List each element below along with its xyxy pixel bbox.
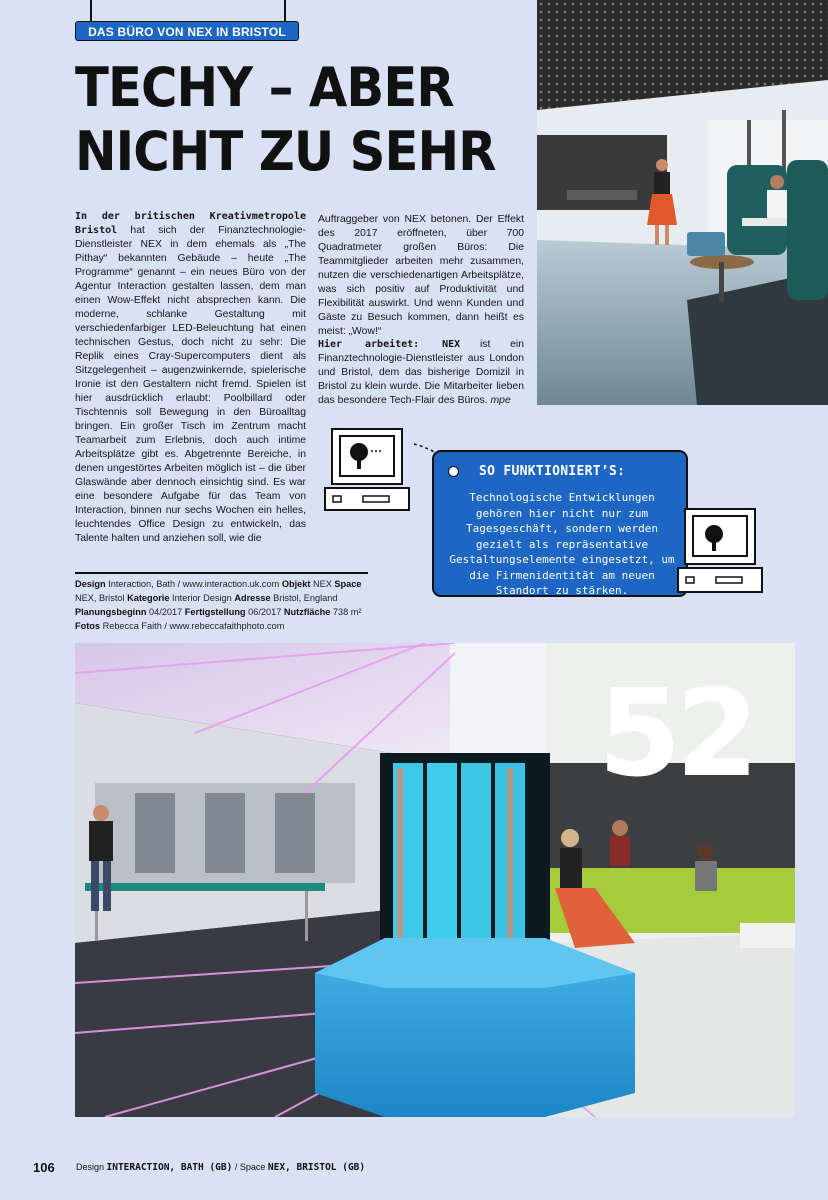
credit-address-value: Bristol, England <box>270 593 338 603</box>
credit-start-label: Planungsbeginn <box>75 607 147 617</box>
credit-category-label: Kategorie <box>127 593 170 603</box>
footer-credit-line <box>76 1162 365 1173</box>
article-lead: In der britischen Kreativmetropole Bristol <box>75 211 306 236</box>
section-label: DAS BÜRO VON NEX IN BRISTOL <box>75 21 299 41</box>
label-hanger-left <box>90 0 92 22</box>
credit-design-label: Design <box>75 579 106 589</box>
footer-space-value: NEX, BRISTOL (GB) <box>267 1162 366 1173</box>
footer-separator: / Space <box>232 1162 268 1172</box>
credit-design-value: Interaction, Bath / www.interaction.uk.com <box>105 579 282 589</box>
article-column-2-info <box>318 338 524 408</box>
credit-start-value: 04/2017 <box>146 607 185 617</box>
label-hanger-right <box>284 0 286 22</box>
credit-category-value: Interior Design <box>169 593 235 603</box>
headline-line-2: NICHT ZU SEHR <box>75 120 496 183</box>
credit-finish-value: 06/2017 <box>245 607 284 617</box>
credit-space-value: NEX, Bristol <box>75 593 128 603</box>
credits-rule <box>75 572 368 574</box>
article-body-1: hat sich der Finanztechnologie-Dienstleister NEX in dem ehemals als „The Pithay“ bekannten Gebäude – heute „The Programme“ genannt – ein neues Büro von der Agentur Interaction gestalten lassen, dem man einen Wow-Effekt nicht absprechen kann. Die moderne, schlanke Gestaltung mit verschiedenfarbiger LED-Beleuchtung hat einen technischen Gestus, doch nicht zu sehr: Die Replik eines Cray-Supercomputers dient als Sitzgelegenheit – augenzwinkernde, spielerische Ironie ist den Gestaltern nicht fremd. Spielen ist hier ausdrücklich erlaubt: Poolbillard oder Tischtennis soll Bewegung in den Büroalltag bringen. Ein großer Tisch im Zentrum macht Teamarbeit zum Erlebnis, doch auch intime Arbeitsplätze gibt es. Abgetrennte Bereiche, in denen ungestörtes Arbeiten möglich ist – die über Glaswände aber dennoch einsichtig sind. Es war eine besondere Aufgabe für das Team von Interaction, binnen nur sechs Wochen ein helles, leuchtendes Office Design zu entwickeln, das Talente halten und anziehen soll, wie die <box>75 225 306 544</box>
callout-title: SO FUNKTIONIERT’S: <box>479 464 626 479</box>
credit-area-value: 738 m² <box>330 607 362 617</box>
computer-illustration-left <box>323 426 413 516</box>
page-number: 106 <box>33 1160 55 1175</box>
callout-dot-icon <box>448 466 459 477</box>
credit-address-label: Adresse <box>234 593 271 603</box>
headline-line-1: TECHY – ABER <box>75 56 454 119</box>
info-lead: Hier arbeitet: NEX <box>318 339 461 350</box>
info-body: ist ein Finanztechnologie-Dienstleister aus London und Bristol, dem das bisherige Domizil in Bristol zu klein wurde. Die Mitarbeiter lieben das besondere Tech-Flair des Büros. <box>318 339 524 406</box>
callout-text: Technologische Entwicklungen gehören hier nicht nur zum Tagesgeschäft, sondern werden gezielt als repräsentative Gestaltungselemente eingesetzt, um die Firmenidentität am neuen Standort zu stärken. <box>449 491 675 597</box>
credit-photos-value: Rebecca Faith / www.rebeccafaithphoto.com <box>100 621 285 631</box>
ping-pong-paddle-icon-right <box>705 525 723 543</box>
credit-space-label: Space <box>334 579 362 589</box>
author-initials: mpe <box>490 395 511 406</box>
office-lounge-photo <box>537 0 828 405</box>
credit-photos-label: Fotos <box>75 621 101 631</box>
footer-design-value: INTERACTION, BATH (GB) <box>106 1162 233 1173</box>
headline <box>75 56 498 184</box>
credit-finish-label: Fertigstellung <box>184 607 246 617</box>
computer-illustration-right <box>676 506 766 598</box>
credit-object-value: NEX <box>310 579 335 589</box>
credit-area-label: Nutzfläche <box>283 607 331 617</box>
credits <box>75 577 375 633</box>
credit-object-label: Objekt <box>281 579 311 589</box>
ping-pong-paddle-icon <box>350 443 368 461</box>
how-it-works-callout <box>432 450 688 597</box>
article-column-2: Auftraggeber von NEX betonen. Der Effekt des 2017 eröffneten, über 700 Quadratmeter großen Büros: Die Teammitglieder arbeiten mehr zusammen, nutzen die verschiedenartigen Arbeitsplätze, was sich positiv auf Produktivität und Flexibilität auswirkt. Und wenn Kunden und Gäste zu Besuch kommen, dann heißt es meist: „Wow!“ <box>318 214 524 337</box>
article-column-1 <box>75 210 306 546</box>
footer-design-label: Design <box>76 1162 107 1172</box>
project-number: 52 <box>598 665 753 804</box>
